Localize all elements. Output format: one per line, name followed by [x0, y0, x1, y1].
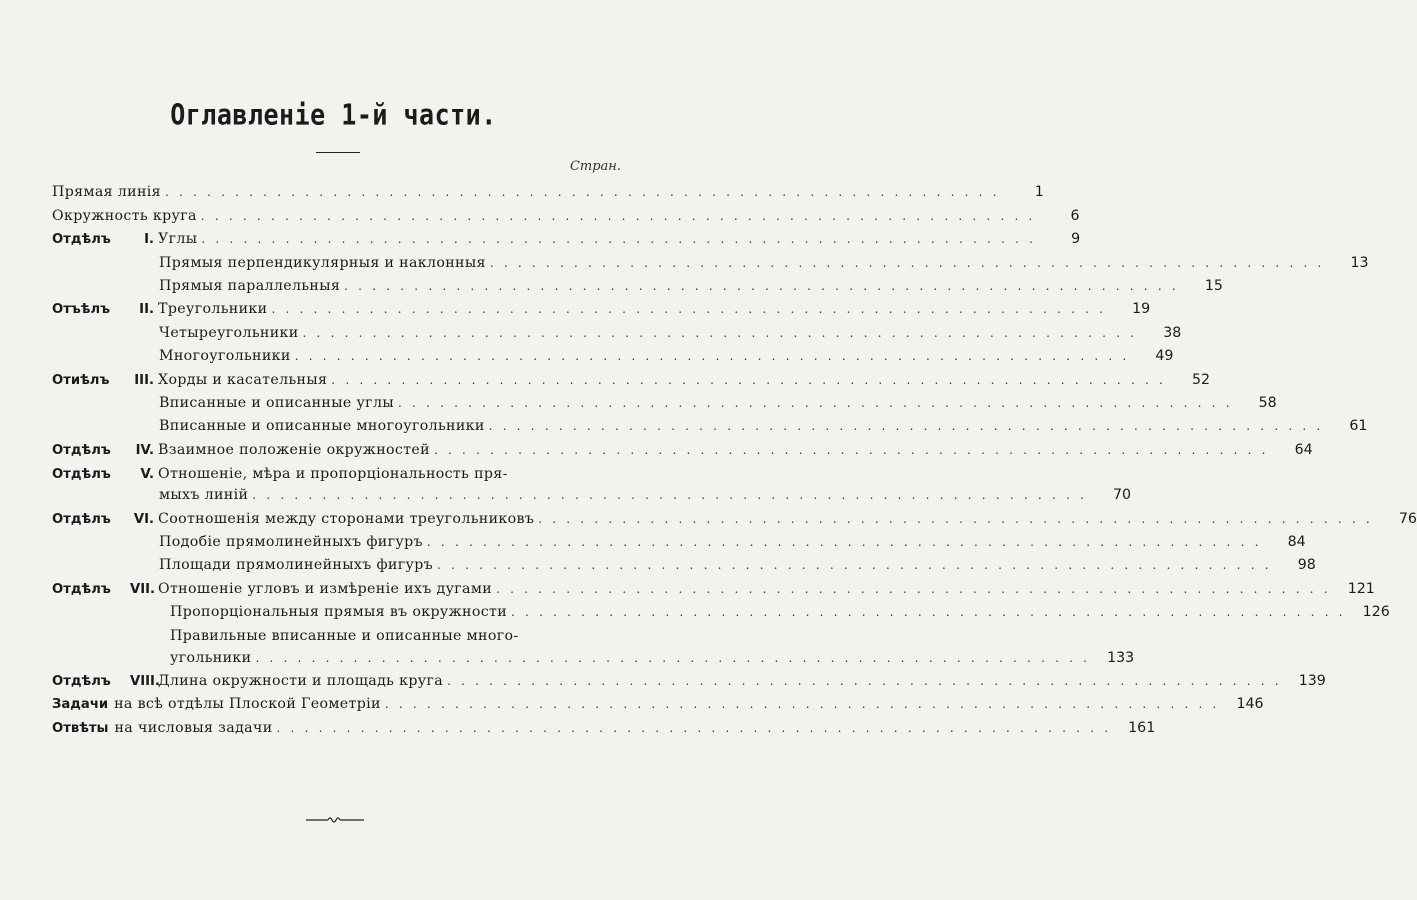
toc-entry-title: Взаимное положеніе окружностей	[158, 441, 430, 458]
toc-entry	[52, 620, 624, 644]
toc-leader-dots: . . . . . . . . . . . . . . . . . . . . . . . . . . . . . . . . . . . . . . . . . . . . . . . . . . . . . . . . . . . .	[271, 302, 1107, 317]
toc-entry	[52, 271, 1223, 294]
toc-entry-title: Площади прямолинейныхъ фигуръ	[159, 557, 434, 574]
toc-entry-title: Пропорціональныя прямыя въ окружности	[170, 604, 508, 621]
toc-entry	[52, 224, 1081, 248]
toc-leader-dots: . . . . . . . . . . . . . . . . . . . . . . . . . . . . . . . . . . . . . . . . . . . . . . . . . . . . . . . . . . . .	[496, 581, 1331, 596]
toc-leader-dots: . . . . . . . . . . . . . . . . . . . . . . . . . . . . . . . . . . . . . . . . . . . . . . . . . . . . . . . . . . . .	[426, 534, 1262, 549]
toc-page-number: 161	[1128, 719, 1156, 736]
toc-page-number: 61	[1349, 418, 1368, 435]
toc-page-number: 19	[1132, 301, 1151, 318]
toc-entry-title: Вписанные и описанные многоугольники	[159, 418, 485, 435]
toc-entry	[52, 527, 1306, 550]
toc-entry-title: Отношеніе угловъ и измѣреніе ихъ дугами	[158, 580, 493, 597]
toc-page-number: 70	[1112, 487, 1132, 504]
toc-page-number: 84	[1287, 533, 1306, 550]
toc-page-number: 52	[1191, 371, 1211, 388]
toc-section-number: I.	[144, 232, 154, 248]
toc-page-number: 146	[1236, 696, 1264, 713]
toc-entry	[52, 503, 1417, 527]
toc-leader-dots: . . . . . . . . . . . . . . . . . . . . . . . . . . . . . . . . . . . . . . . . . . . . . . . . . . . . . . . . . . . .	[255, 650, 1091, 665]
toc-leader-dots: . . . . . . . . . . . . . . . . . . . . . . . . . . . . . . . . . . . . . . . . . . . . . . . . . . . . . . . . . . . .	[538, 511, 1373, 526]
toc-section-label	[52, 467, 154, 482]
toc-entry-title: Многоугольники	[159, 348, 291, 365]
toc-leader-dots: . . . . . . . . . . . . . . . . . . . . . . . . . . . . . . . . . . . . . . . . . . . . . . . . . . . . . . . . . . . .	[384, 697, 1220, 712]
toc-entry	[52, 388, 1277, 411]
toc-entry-title: Хорды и касательныя	[158, 371, 328, 388]
toc-leader-dots: . . . . . . . . . . . . . . . . . . . . . . . . . . . . . . . . . . . . . . . . . . . . . . . . . . . . . . . . . . . .	[276, 720, 1112, 735]
toc-leader-dots: . . . . . . . . . . . . . . . . . . . . . . . . . . . . . . . . . . . . . . . . . . . . . . . . . . . . . . . . . . . .	[447, 674, 1282, 689]
toc-entry	[52, 550, 1316, 574]
toc-entry	[52, 200, 1080, 224]
toc-entry-title: Четыреугольники	[159, 324, 299, 341]
toc-section-number: VI.	[133, 511, 154, 527]
toc-page-number: 15	[1204, 277, 1223, 294]
toc-entry-title: Правильные вписанные и описанные много-	[170, 628, 519, 645]
toc-section-number: II.	[139, 302, 154, 318]
toc-section-number: VII.	[130, 581, 156, 597]
toc-page-number: 64	[1294, 441, 1313, 458]
toc-page-number: 13	[1350, 254, 1369, 271]
toc-leader-dots: . . . . . . . . . . . . . . . . . . . . . . . . . . . . . . . . . . . . . . . . . . . . . . . . . . . . . . . . . . . .	[331, 372, 1167, 387]
toc-page-number: 76	[1398, 510, 1417, 527]
toc-section-word: Отдѣлъ	[52, 442, 111, 458]
toc-leader-dots: . . . . . . . . . . . . . . . . . . . . . . . . . . . . . . . . . . . . . . . . . . . . . . . . . . . . . . . . . . . .	[488, 419, 1324, 434]
toc-entry-title: Прямая линія	[52, 184, 161, 201]
toc-leader-dots: . . . . . . . . . . . . . . . . . . . . . . . . . . . . . . . . . . . . . . . . . . . . . . . . . . . . . . . . . . . .	[302, 325, 1138, 340]
toc-leader-dots: . . . . . . . . . . . . . . . . . . . . . . . . . . . . . . . . . . . . . . . . . . . . . . . . . . . . . . . . . . . .	[200, 208, 1036, 223]
toc-entry	[52, 341, 1174, 365]
toc-entry-title: Отношеніе, мѣра и пропорціональность пря-	[158, 465, 508, 482]
toc-section-word: Отдѣлъ	[52, 466, 111, 482]
toc-section-word: Отиѣлъ	[52, 372, 110, 388]
toc-section-number: VIII.	[130, 674, 160, 690]
toc-page-number: 58	[1258, 394, 1277, 411]
toc-leader-dots: . . . . . . . . . . . . . . . . . . . . . . . . . . . . . . . . . . . . . . . . . . . . . . . . . . . . . . . . . . . .	[344, 278, 1179, 293]
toc-section-word: Отдѣлъ	[52, 581, 111, 597]
toc-page-number: 6	[1070, 207, 1080, 224]
toc-page-number: 49	[1155, 348, 1174, 365]
table-of-contents	[52, 177, 1417, 736]
toc-section-word: Отдѣлъ	[52, 674, 111, 690]
toc-entry	[52, 364, 1211, 388]
toc-section-label	[52, 674, 160, 690]
toc-entry	[52, 482, 1132, 504]
toc-entry-title: Окружность круга	[52, 207, 197, 224]
toc-entry-title: на числовыя задачи	[114, 719, 273, 736]
toc-page-number: 1	[1034, 184, 1044, 201]
toc-entry	[52, 411, 1368, 435]
toc-section-word: Задачи	[52, 697, 109, 713]
toc-entry-title: Треугольники	[158, 301, 268, 318]
title-rule	[316, 152, 360, 153]
toc-section-label	[52, 302, 154, 317]
toc-entry-title: Длина окружности и площадь круга	[158, 673, 444, 690]
toc-entry	[52, 317, 1182, 341]
toc-page-number: 9	[1071, 231, 1081, 248]
toc-section-number: III.	[134, 372, 154, 388]
toc-entry	[52, 294, 1151, 318]
toc-section-number: V.	[140, 466, 154, 482]
toc-section-number: IV.	[135, 442, 154, 458]
toc-section-word: Отдѣлъ	[52, 232, 111, 248]
toc-leader-dots: . . . . . . . . . . . . . . . . . . . . . . . . . . . . . . . . . . . . . . . . . . . . . . . . . . . . . . . . . . . .	[511, 605, 1346, 620]
toc-entry-title: Прямыя перпендикулярныя и наклонныя	[159, 254, 486, 271]
toc-entry	[52, 458, 624, 482]
toc-entry-title: Соотношенія между сторонами треугольниковъ	[158, 510, 535, 527]
toc-entry-title: Подобіе прямолинейныхъ фигуръ	[159, 533, 423, 550]
toc-section-word: Отдѣлъ	[52, 511, 111, 527]
toc-entry-title: мыхъ линій	[159, 487, 249, 504]
toc-section-label	[52, 512, 154, 527]
toc-leader-dots: . . . . . . . . . . . . . . . . . . . . . . . . . . . . . . . . . . . . . . . . . . . . . . . . . . . . . . . . . . . .	[397, 395, 1233, 410]
toc-entry	[52, 177, 1044, 201]
toc-entry	[52, 597, 1390, 621]
toc-entry-title: на всѣ отдѣлы Плоской Геометріи	[114, 696, 381, 713]
page-title: Оглавленіе 1-й части.	[170, 97, 497, 132]
toc-leader-dots: . . . . . . . . . . . . . . . . . . . . . . . . . . . . . . . . . . . . . . . . . . . . . . . . . . . . . . . . . . . .	[164, 185, 1000, 200]
toc-section-label	[52, 582, 154, 597]
page-column-header: Стран.	[569, 159, 621, 174]
toc-section-label	[52, 443, 154, 458]
toc-entry	[52, 689, 1264, 713]
toc-page-number: 126	[1362, 604, 1390, 621]
toc-entry	[52, 247, 1369, 271]
toc-entry	[52, 434, 1313, 458]
toc-entry-title: угольники	[170, 649, 252, 666]
toc-section-label	[52, 373, 154, 388]
toc-section-label	[52, 232, 154, 247]
toc-leader-dots: . . . . . . . . . . . . . . . . . . . . . . . . . . . . . . . . . . . . . . . . . . . . . . . . . . . . . . . . . . . .	[433, 442, 1269, 457]
toc-section-word: Отъѣлъ	[52, 302, 111, 318]
toc-page-number: 121	[1347, 580, 1375, 597]
toc-section-label	[52, 697, 108, 712]
toc-section-word: Отвѣты	[52, 720, 109, 736]
toc-section-label	[52, 721, 108, 736]
toc-leader-dots: . . . . . . . . . . . . . . . . . . . . . . . . . . . . . . . . . . . . . . . . . . . . . . . . . . . . . . . . . . . .	[437, 558, 1272, 573]
toc-entry	[52, 712, 1156, 736]
toc-page-number: 98	[1297, 557, 1316, 574]
toc-page-number: 38	[1163, 324, 1182, 341]
toc-leader-dots: . . . . . . . . . . . . . . . . . . . . . . . . . . . . . . . . . . . . . . . . . . . . . . . . . . . . . . . . . . . .	[201, 232, 1037, 247]
toc-entry-title: Углы	[158, 231, 198, 248]
toc-entry	[52, 644, 1135, 666]
toc-entry	[52, 666, 1326, 690]
toc-leader-dots: . . . . . . . . . . . . . . . . . . . . . . . . . . . . . . . . . . . . . . . . . . . . . . . . . . . . . . . . . . . .	[294, 349, 1130, 364]
toc-page-number: 139	[1298, 673, 1326, 690]
toc-entry-title: Прямыя параллельныя	[159, 277, 341, 294]
toc-leader-dots: . . . . . . . . . . . . . . . . . . . . . . . . . . . . . . . . . . . . . . . . . . . . . . . . . . . . . . . . . . . .	[489, 255, 1325, 270]
toc-entry-title: Вписанные и описанные углы	[159, 394, 394, 411]
toc-leader-dots: . . . . . . . . . . . . . . . . . . . . . . . . . . . . . . . . . . . . . . . . . . . . . . . . . . . . . . . . . . . .	[252, 488, 1088, 503]
toc-entry	[52, 573, 1375, 597]
ornament-divider	[306, 815, 364, 825]
toc-page-number: 133	[1107, 649, 1135, 666]
